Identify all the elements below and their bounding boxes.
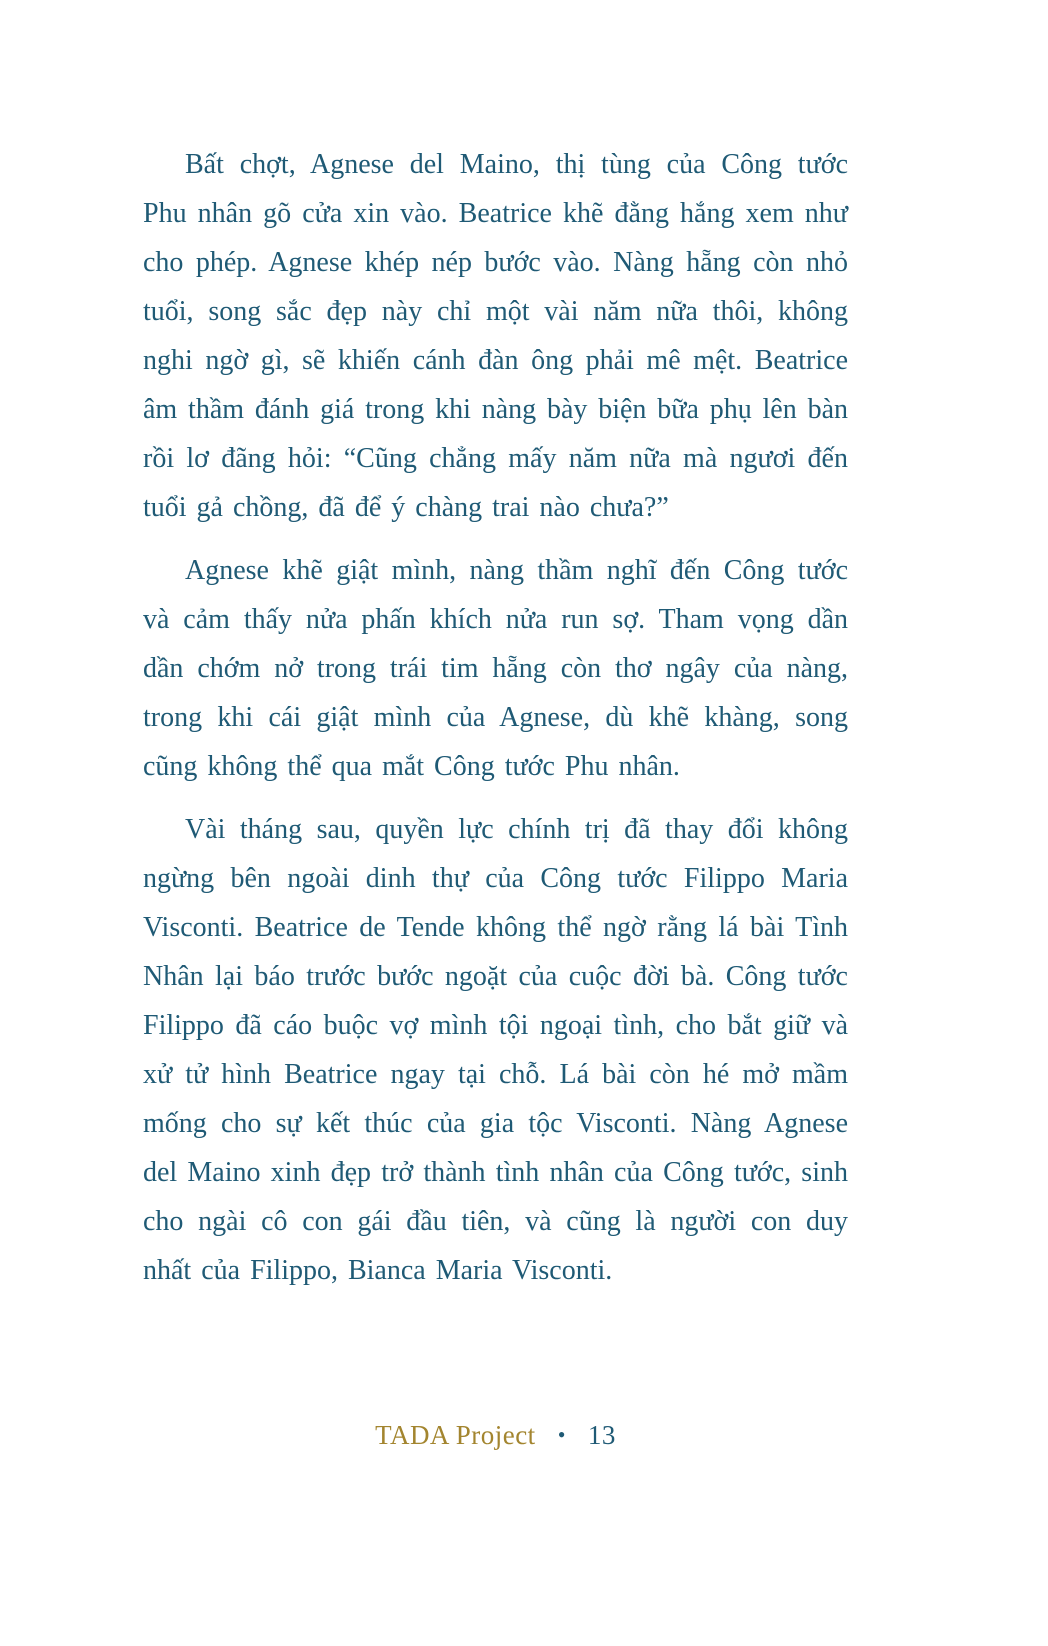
body-paragraph: Agnese khẽ giật mình, nàng thầm nghĩ đến Công tước và cảm thấy nửa phấn khích nửa run sợ. Tham vọng dần dần chớm nở trong trái tim hẵng còn thơ ngây của nàng, trong khi cái giật mình của Agnese, dù khẽ khàng, song cũng không thể qua mắt Công tước Phu nhân.	[143, 555, 848, 782]
footer-page-number: 13	[587, 1420, 616, 1450]
page-body	[143, 140, 848, 1295]
body-paragraph: Bất chợt, Agnese del Maino, thị tùng của Công tước Phu nhân gõ cửa xin vào. Beatrice khẽ đằng hắng xem như cho phép. Agnese khép nép bước vào. Nàng hẵng còn nhỏ tuổi, song sắc đẹp này chỉ một vài năm nữa thôi, không nghi ngờ gì, sẽ khiến cánh đàn ông phải mê mệt. Beatrice âm thầm đánh giá trong khi nàng bày biện bữa phụ lên bàn rồi lơ đãng hỏi: “Cũng chẳng mấy năm nữa mà ngươi đến tuổi gả chồng, đã để ý chàng trai nào chưa?”	[143, 149, 848, 523]
page-footer	[143, 1415, 848, 1455]
footer-separator-dot: •	[557, 1422, 566, 1447]
body-paragraph: Vài tháng sau, quyền lực chính trị đã thay đổi không ngừng bên ngoài dinh thự của Công tước Filippo Maria Visconti. Beatrice de Tende không thể ngờ rằng lá bài Tình Nhân lại báo trước bước ngoặt của cuộc đời bà. Công tước Filippo đã cáo buộc vợ mình tội ngoại tình, cho bắt giữ và xử tử hình Beatrice ngay tại chỗ. Lá bài còn hé mở mầm mống cho sự kết thúc của gia tộc Visconti. Nàng Agnese del Maino xinh đẹp trở thành tình nhân của Công tước, sinh cho ngài cô con gái đầu tiên, và cũng là người con duy nhất của Filippo, Bianca Maria Visconti.	[143, 814, 848, 1286]
footer-brand: TADA Project	[375, 1420, 536, 1450]
